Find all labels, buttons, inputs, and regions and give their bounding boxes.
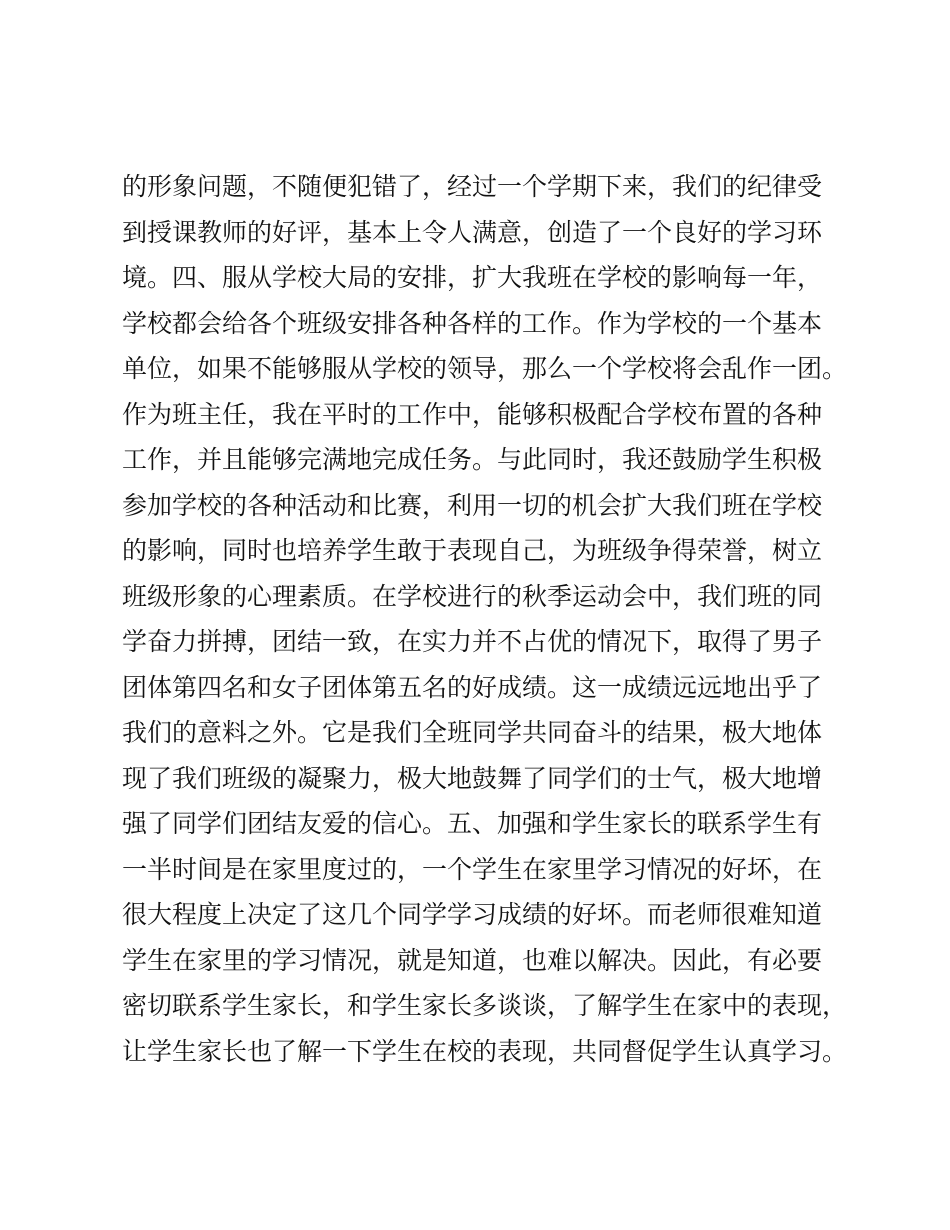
text-line: 班级形象的心理素质。在学校进行的秋季运动会中，我们班的同 [122, 581, 823, 611]
text-line: 学校都会给各个班级安排各种各样的工作。作为学校的一个基本 [122, 308, 823, 338]
text-line: 我们的意料之外。它是我们全班同学共同奋斗的结果，极大地体 [122, 718, 823, 747]
text-line: 单位，如果不能够服从学校的领导，那么一个学校将会乱作一团。 [122, 354, 848, 383]
text-line: 作为班主任，我在平时的工作中，能够积极配合学校布置的各种 [122, 399, 823, 429]
text-line: 的影响，同时也培养学生敢于表现自己，为班级争得荣誉，树立 [122, 536, 823, 565]
text-line: 密切联系学生家长，和学生家长多谈谈，了解学生在家中的表现， [122, 991, 848, 1020]
text-line: 学生在家里的学习情况，就是知道，也难以解决。因此，有必要 [122, 945, 823, 975]
text-line: 境。四、服从学校大局的安排，扩大我班在学校的影响每一年， [122, 263, 823, 292]
text-line: 团体第四名和女子团体第五名的好成绩。这一成绩远远地出乎了 [122, 672, 823, 702]
text-line: 工作，并且能够完满地完成任务。与此同时，我还鼓励学生积极 [122, 445, 823, 474]
text-line: 现了我们班级的凝聚力，极大地鼓舞了同学们的士气，极大地增 [122, 763, 823, 793]
text-line: 的形象问题，不随便犯错了，经过一个学期下来，我们的纪律受 [122, 172, 823, 201]
text-line: 让学生家长也了解一下学生在校的表现，共同督促学生认真学习。 [122, 1036, 848, 1066]
text-line: 参加学校的各种活动和比赛，利用一切的机会扩大我们班在学校 [122, 490, 823, 520]
text-line: 学奋力拼搏，团结一致，在实力并不占优的情况下，取得了男子 [122, 627, 823, 656]
text-line: 一半时间是在家里度过的，一个学生在家里学习情况的好坏，在 [122, 854, 823, 884]
text-line: 强了同学们团结友爱的信心。五、加强和学生家长的联系学生有 [122, 809, 823, 838]
text-line: 很大程度上决定了这几个同学学习成绩的好坏。而老师很难知道 [122, 900, 823, 929]
text-line: 到授课教师的好评，基本上令人满意，创造了一个良好的学习环 [122, 217, 823, 247]
body-text [122, 164, 862, 1074]
